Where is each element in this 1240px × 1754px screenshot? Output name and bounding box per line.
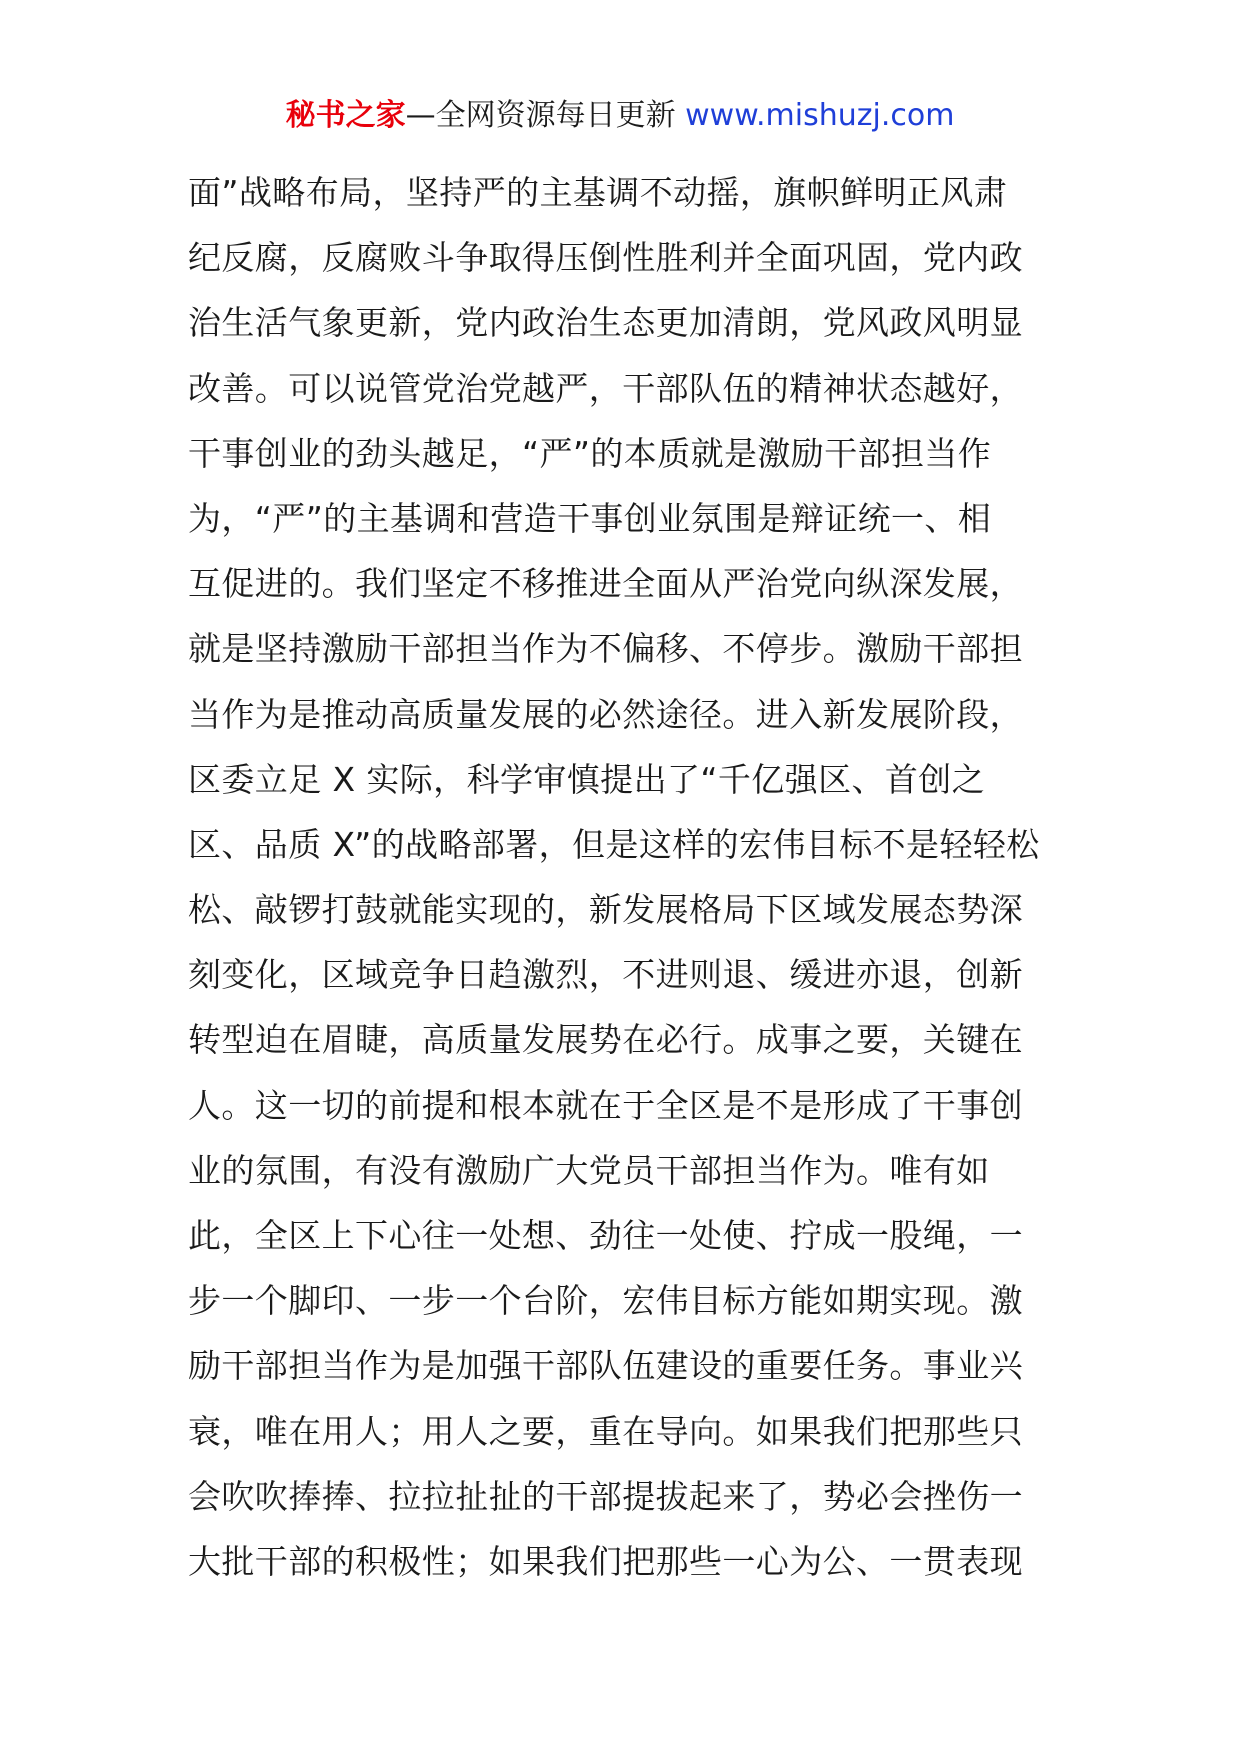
site-url-link[interactable]: www.mishuzj.com <box>685 98 955 133</box>
text-line: 大批干部的积极性；如果我们把那些一心为公、一贯表现 <box>188 1541 1023 1581</box>
text-line: 衰，唯在用人；用人之要，重在导向。如果我们把那些只 <box>188 1411 1023 1451</box>
text-line: 互促进的。我们坚定不移推进全面从严治党向纵深发展， <box>188 564 1023 604</box>
header-tagline: —全网资源每日更新 <box>405 98 686 133</box>
text-line: 就是坚持激励干部担当作为不偏移、不停步。激励干部担 <box>188 629 1023 669</box>
text-line: 干事创业的劲头越足，“严”的本质就是激励干部担当作 <box>188 433 992 473</box>
text-line: 为，“严”的主基调和营造干事创业氛围是辩证统一、相 <box>188 498 992 538</box>
text-line: 步一个脚印、一步一个台阶，宏伟目标方能如期实现。激 <box>188 1281 1023 1321</box>
text-line: 励干部担当作为是加强干部队伍建设的重要任务。事业兴 <box>188 1346 1023 1386</box>
text-line: 改善。可以说管党治党越严，干部队伍的精神状态越好， <box>188 368 1023 408</box>
text-line: 转型迫在眉睫，高质量发展势在必行。成事之要，关键在 <box>188 1020 1023 1060</box>
text-line: 区委立足 X 实际，科学审慎提出了“千亿强区、首创之 <box>188 759 986 799</box>
document-body <box>188 160 1068 1594</box>
text-line: 会吹吹捧捧、拉拉扯扯的干部提拔起来了，势必会挫伤一 <box>188 1476 1023 1516</box>
text-line: 此，全区上下心往一处想、劲往一处使、拧成一股绳，一 <box>188 1216 1023 1255</box>
text-line: 当作为是推动高质量发展的必然途径。进入新发展阶段， <box>188 694 1023 734</box>
text-line: 治生活气象更新，党内政治生态更加清朗，党风政风明显 <box>188 303 1023 343</box>
text-line: 业的氛围，有没有激励广大党员干部担当作为。唯有如 <box>188 1150 990 1190</box>
page-header <box>0 96 1240 136</box>
text-line: 刻变化，区域竞争日趋激烈，不进则退、缓进亦退，创新 <box>188 955 1023 995</box>
text-line: 松、敲锣打鼓就能实现的，新发展格局下区域发展态势深 <box>188 890 1023 930</box>
text-line: 区、品质 X”的战略部署，但是这样的宏伟目标不是轻轻松 <box>188 824 1040 864</box>
text-line: 纪反腐，反腐败斗争取得压倒性胜利并全面巩固，党内政 <box>188 238 1023 278</box>
text-line: 面”战略布局，坚持严的主基调不动摇，旗帜鲜明正风肃 <box>188 173 1008 212</box>
brand-name: 秘书之家 <box>285 98 406 133</box>
text-line: 人。这一切的前提和根本就在于全区是不是形成了干事创 <box>188 1085 1023 1125</box>
